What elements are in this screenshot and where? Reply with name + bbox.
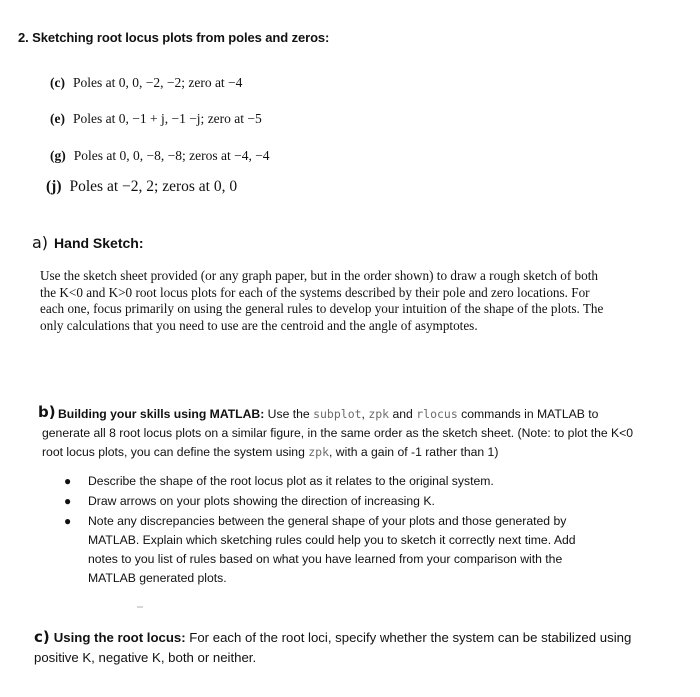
problem-e	[50, 111, 262, 127]
bullet-icon: ●	[64, 494, 72, 508]
section-b-heading: Building your skills using MATLAB:	[58, 407, 265, 421]
cmd-zpk: zpk	[368, 407, 390, 421]
problem-g-text: Poles at 0, 0, −8, −8; zeros at −4, −4	[73, 148, 270, 163]
problem-c-label: (c)	[50, 75, 65, 90]
bullet-icon: ●	[64, 474, 72, 488]
cmd-subplot: subplot	[313, 407, 362, 421]
bullet-text-1: Describe the shape of the root locus plot as it relates to the original system.	[88, 474, 494, 488]
problem-c	[50, 75, 242, 91]
problem-g-label: (g)	[50, 148, 66, 163]
list-item	[64, 492, 604, 511]
cmd-zpk-2: zpk	[308, 445, 330, 459]
cmd-rlocus: rlocus	[416, 407, 458, 421]
section-a-heading: Hand Sketch:	[54, 235, 144, 251]
section-b-paragraph	[38, 403, 642, 462]
section-b-bullet-list	[64, 472, 604, 589]
section-a-body: Use the sketch sheet provided (or any graph paper, but in the order shown) to draw a rough sketch of both the K<0 and K>0 root locus plots for each of the systems described by their pole and zero locations. For each one, focus primarily on using the general rules to develop your intuition of the shape of the plots. The only calculations that you need to use are the centroid and the angle of asymptotes.	[40, 268, 604, 333]
section-b-text-4: commands in MATLAB to generate all 8 root locus plots on a similar figure, in the same order as the sketch sheet. (Note: to plot the K<0 root locus plots, you can define the system using	[42, 407, 634, 459]
problem-c-text: Poles at 0, 0, −2, −2; zero at −4	[72, 75, 243, 90]
section-b-letter: b)	[38, 403, 56, 421]
bullet-icon: ●	[64, 514, 72, 528]
section-a-title	[32, 233, 144, 252]
section-b-text-2: ,	[361, 407, 369, 421]
bullet-text-3: Note any discrepancies between the general shape of your plots and those generated by MATLAB. Explain which sketching rules could help you to sketch it correctly next time. Add notes to you list of rules based on what you have learned from your comparison with the MATLAB generated plots.	[88, 514, 576, 585]
section-b-text-1: Use the	[264, 407, 314, 421]
section-c-letter: c)	[34, 628, 50, 646]
problem-e-text: Poles at 0, −1 + j, −1 −j; zero at −5	[72, 111, 262, 126]
list-item	[64, 512, 604, 588]
question-heading: 2. Sketching root locus plots from poles and zeros:	[18, 30, 330, 45]
list-item	[64, 472, 604, 491]
section-c-heading: Using the root locus:	[53, 630, 186, 645]
problem-g	[50, 148, 270, 164]
scan-mark	[137, 606, 143, 608]
problem-e-label: (e)	[50, 111, 65, 126]
section-b-text-5: , with a gain of -1 rather than 1)	[329, 445, 499, 459]
section-a-letter: a)	[32, 233, 49, 252]
bullet-text-2: Draw arrows on your plots showing the direction of increasing K.	[88, 494, 435, 508]
problem-j-label: (j)	[46, 178, 62, 195]
problem-j-text: Poles at −2, 2; zeros at 0, 0	[69, 178, 238, 195]
section-c-paragraph	[34, 627, 644, 668]
section-c-text: For each of the root loci, specify whether the system can be stabilized using positive K, negative K, both or neither.	[34, 630, 632, 665]
problem-j	[46, 178, 237, 196]
section-b-text-3: and	[389, 407, 417, 421]
